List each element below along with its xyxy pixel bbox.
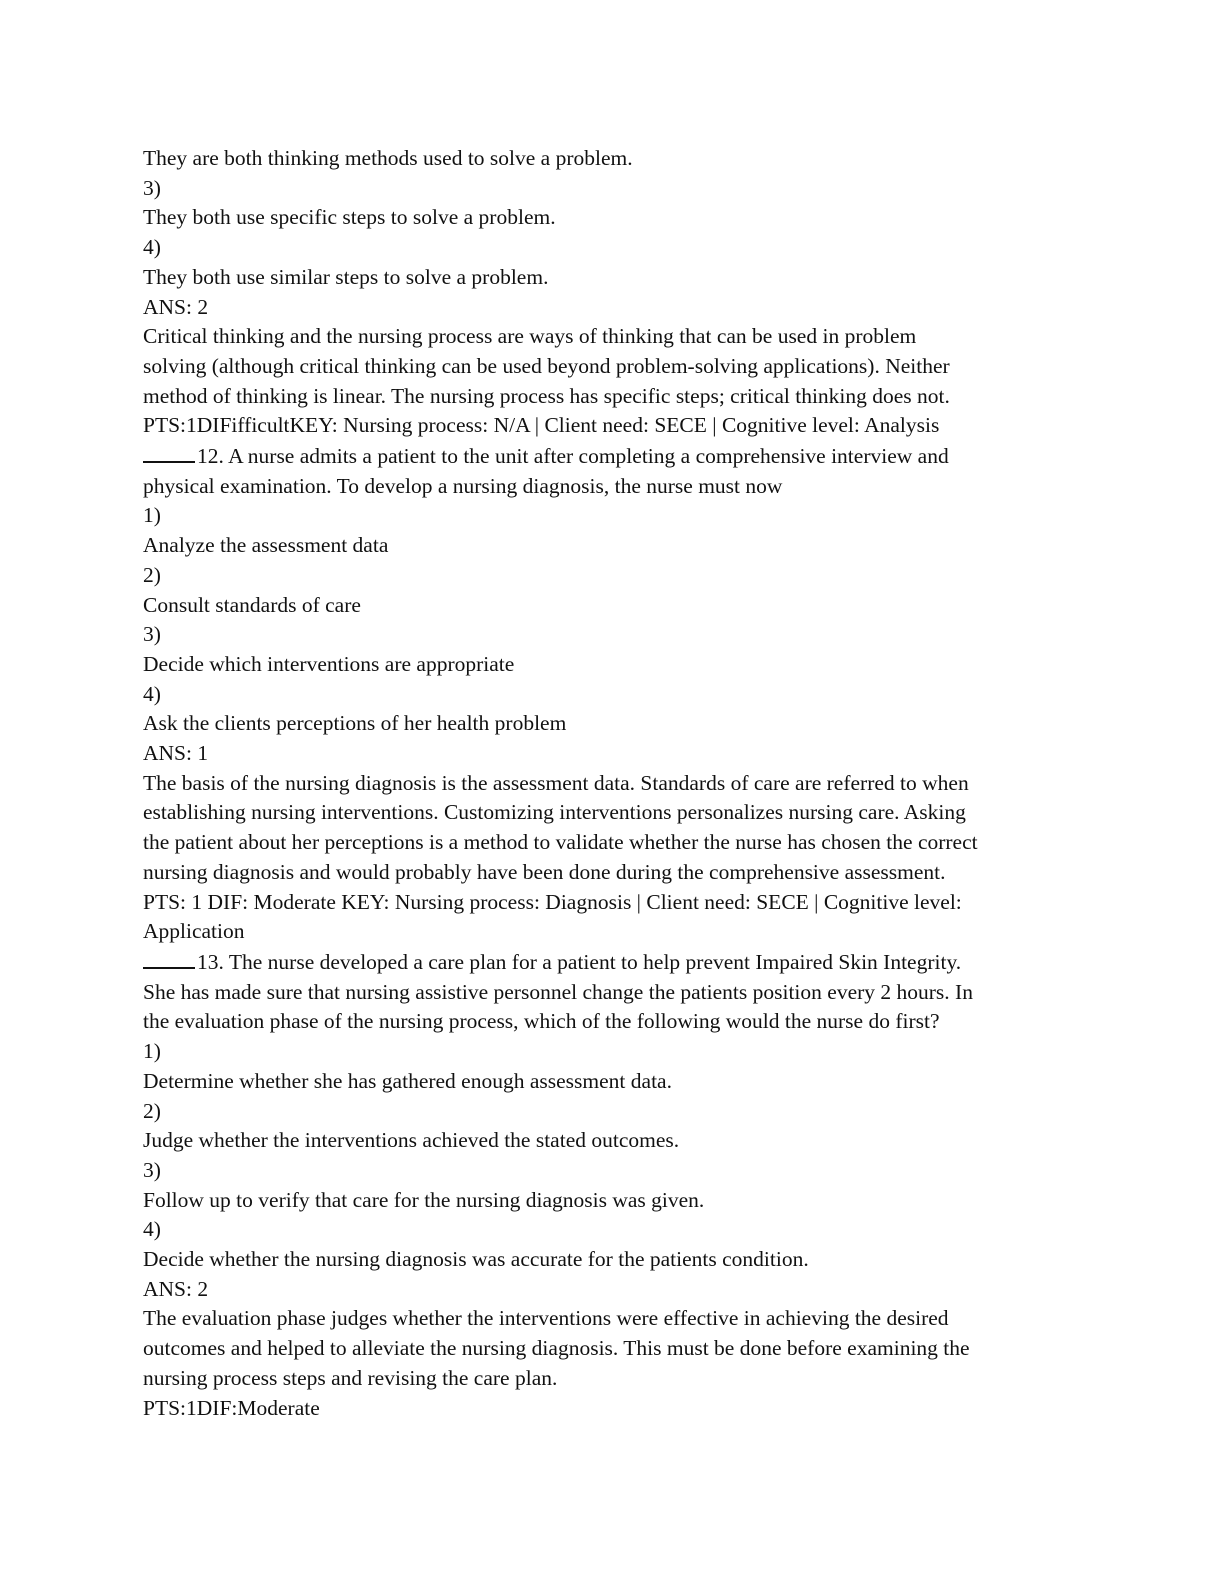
answer-key: ANS: 2 [143,294,209,319]
rationale-line: establishing nursing interventions. Customizing interventions personalizes nursing care. Asking [143,800,966,825]
question-stem-line: She has made sure that nursing assistive personnel change the patients position every 2 hours. In [143,979,973,1004]
option-4-text: They both use similar steps to solve a problem. [143,264,549,289]
option-4-number: 4) [143,681,161,706]
question-11-continued [143,144,1083,441]
option-4-number: 4) [143,1217,161,1242]
question-stem-line: the evaluation phase of the nursing process, which of the following would the nurse do first? [143,1009,940,1034]
option-4-text: Ask the clients perceptions of her health problem [143,711,567,736]
rationale-line: outcomes and helped to alleviate the nursing diagnosis. This must be done before examining the [143,1336,970,1361]
rationale-line: Critical thinking and the nursing process are ways of thinking that can be used in problem [143,324,917,349]
question-stem-text: 12. A nurse admits a patient to the unit after completing a comprehensive interview and [197,444,949,469]
question-13 [143,947,1083,1423]
option-3-text: Follow up to verify that care for the nursing diagnosis was given. [143,1187,705,1212]
option-1-text: Analyze the assessment data [143,533,389,558]
option-3-number: 3) [143,1157,161,1182]
question-stem-line [143,947,1083,978]
option-1-number: 1) [143,503,161,528]
document-page [143,144,1083,1423]
question-stem-text: 13. The nurse developed a care plan for a patient to help prevent Impaired Skin Integrity. [197,949,962,974]
option-2-number: 2) [143,562,161,587]
rationale-line: solving (although critical thinking can be used beyond problem-solving applications). Neither [143,353,950,378]
rationale-line: The basis of the nursing diagnosis is the assessment data. Standards of care are referred to when [143,770,969,795]
option-4-text: Decide whether the nursing diagnosis was accurate for the patients condition. [143,1247,809,1272]
rationale-line: The evaluation phase judges whether the interventions were effective in achieving the desired [143,1306,949,1331]
rationale-line: the patient about her perceptions is a method to validate whether the nurse has chosen the correct [143,830,978,855]
option-2-text: They are both thinking methods used to solve a problem. [143,146,633,170]
rationale-line: nursing process steps and revising the care plan. [143,1365,558,1390]
question-stem-line [143,441,1083,472]
answer-blank [143,947,195,969]
option-2-number: 2) [143,1098,161,1123]
question-metadata: PTS:1DIFifficultKEY: Nursing process: N/A | Client need: SECE | Cognitive level: Analysis [143,413,940,438]
question-stem-line: physical examination. To develop a nursing diagnosis, the nurse must now [143,473,783,498]
option-3-text: Decide which interventions are appropriate [143,651,515,676]
option-4-number: 4) [143,235,161,260]
question-metadata: PTS:1DIF:Moderate [143,1395,320,1420]
question-metadata: Application [143,919,245,944]
answer-blank [143,441,195,463]
rationale-line: nursing diagnosis and would probably have been done during the comprehensive assessment. [143,859,946,884]
option-3-text: They both use specific steps to solve a problem. [143,205,556,230]
option-2-text: Consult standards of care [143,592,361,617]
option-3-number: 3) [143,622,161,647]
question-12 [143,441,1083,947]
option-1-number: 1) [143,1039,161,1064]
option-2-text: Judge whether the interventions achieved the stated outcomes. [143,1128,680,1153]
rationale-line: method of thinking is linear. The nursing process has specific steps; critical thinking does not. [143,383,950,408]
answer-key: ANS: 1 [143,741,209,766]
question-metadata: PTS: 1 DIF: Moderate KEY: Nursing process: Diagnosis | Client need: SECE | Cognitive level: [143,889,962,914]
answer-key: ANS: 2 [143,1276,209,1301]
option-3-number: 3) [143,175,161,200]
option-1-text: Determine whether she has gathered enough assessment data. [143,1068,672,1093]
